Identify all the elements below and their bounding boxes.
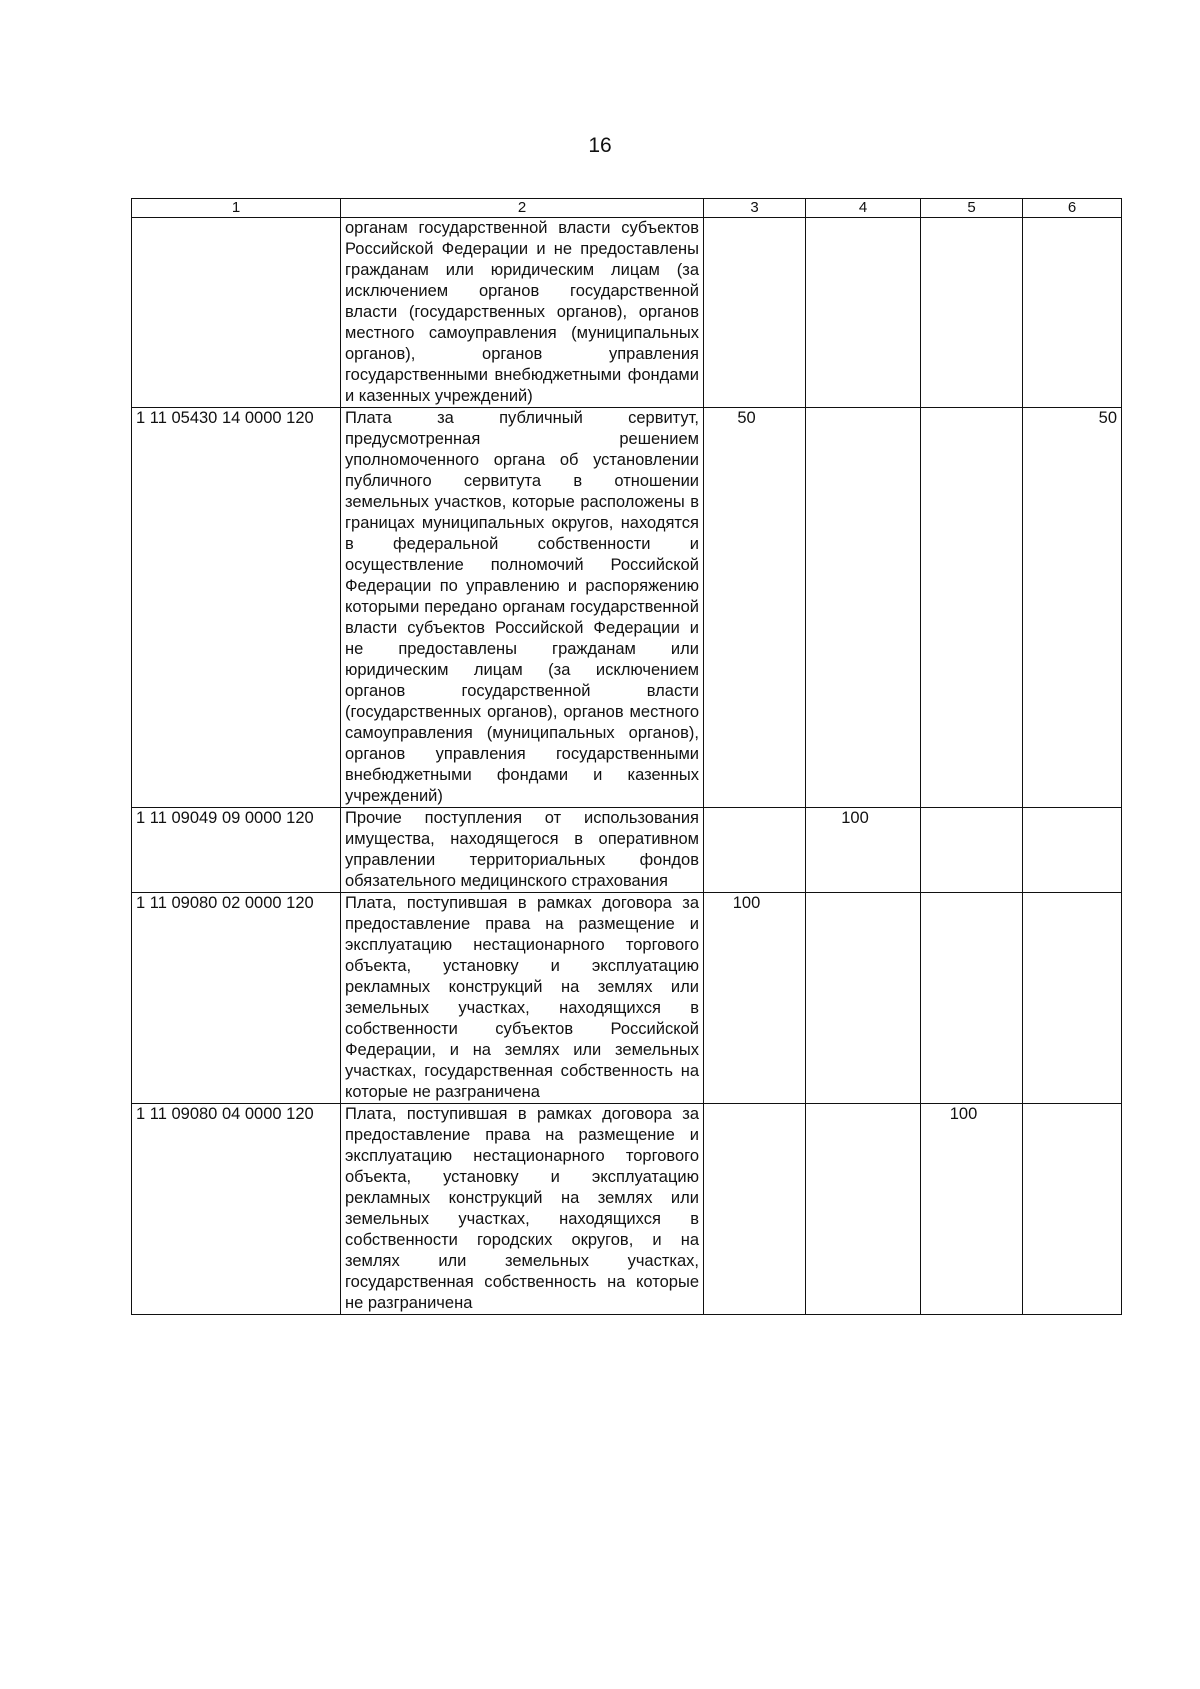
header-col-2: 2 <box>341 199 704 218</box>
table-row <box>132 808 1122 893</box>
col-3-value: 50 <box>704 408 806 808</box>
table-row <box>132 1104 1122 1315</box>
col-3-value <box>704 1104 806 1315</box>
header-col-5: 5 <box>921 199 1023 218</box>
col-5-value <box>921 808 1023 893</box>
table-row <box>132 893 1122 1104</box>
col-3-value: 100 <box>704 893 806 1104</box>
col-6-value <box>1023 218 1122 408</box>
col-5-value: 100 <box>921 1104 1023 1315</box>
col-5-value <box>921 218 1023 408</box>
col-6-value: 50 <box>1023 408 1122 808</box>
revenue-description: органам государственной власти субъектов Российской Федерации и не предоставлены гражданам или юридическим лицам (за исключением органов государственной власти (государственных органов), органов местного самоуправления (муниципальных органов), органов управления государственными внебюджетными фондами и казенных учреждений) <box>341 218 704 408</box>
col-4-value <box>806 893 921 1104</box>
header-col-4: 4 <box>806 199 921 218</box>
col-3-value <box>704 218 806 408</box>
revenue-description: Плата за публичный сервитут, предусмотренная решением уполномоченного органа об установлении публичного сервитута в отношении земельных участков, которые расположены в границах муниципальных округов, находятся в федеральной собственности и осуществление полномочий Российской Федерации по управлению и распоряжению которыми передано органам государственной власти субъектов Российской Федерации и не предоставлены гражданам или юридическим лицам (за исключением органов государственной власти (государственных органов), органов местного самоуправления (муниципальных органов), органов управления государственными внебюджетными фондами и казенных учреждений) <box>341 408 704 808</box>
col-6-value <box>1023 808 1122 893</box>
revenue-code <box>132 218 341 408</box>
header-col-1: 1 <box>132 199 341 218</box>
table-header-row <box>132 199 1122 218</box>
revenue-code: 1 11 09080 04 0000 120 <box>132 1104 341 1315</box>
revenue-code: 1 11 09049 09 0000 120 <box>132 808 341 893</box>
revenue-description: Плата, поступившая в рамках договора за предоставление права на размещение и эксплуатацию нестационарного торгового объекта, установку и эксплуатацию рекламных конструкций на землях или земельных участках, находящихся в собственности городских округов, и на землях или земельных участках, государственная собственность на которые не разграничена <box>341 1104 704 1315</box>
col-5-value <box>921 408 1023 808</box>
budget-revenue-table <box>131 198 1122 1315</box>
page-number: 16 <box>588 134 612 157</box>
revenue-code: 1 11 09080 02 0000 120 <box>132 893 341 1104</box>
table-row <box>132 408 1122 808</box>
header-col-6: 6 <box>1023 199 1122 218</box>
col-5-value <box>921 893 1023 1104</box>
col-6-value <box>1023 1104 1122 1315</box>
revenue-description: Прочие поступления от использования имущества, находящегося в оперативном управлении территориальных фондов обязательного медицинского страхования <box>341 808 704 893</box>
col-4-value: 100 <box>806 808 921 893</box>
col-4-value <box>806 218 921 408</box>
col-6-value <box>1023 893 1122 1104</box>
header-col-3: 3 <box>704 199 806 218</box>
revenue-description: Плата, поступившая в рамках договора за предоставление права на размещение и эксплуатацию нестационарного торгового объекта, установку и эксплуатацию рекламных конструкций на землях или земельных участках, находящихся в собственности субъектов Российской Федерации, и на землях или земельных участках, государственная собственность на которые не разграничена <box>341 893 704 1104</box>
table-row <box>132 218 1122 408</box>
col-4-value <box>806 408 921 808</box>
col-3-value <box>704 808 806 893</box>
revenue-code: 1 11 05430 14 0000 120 <box>132 408 341 808</box>
col-4-value <box>806 1104 921 1315</box>
